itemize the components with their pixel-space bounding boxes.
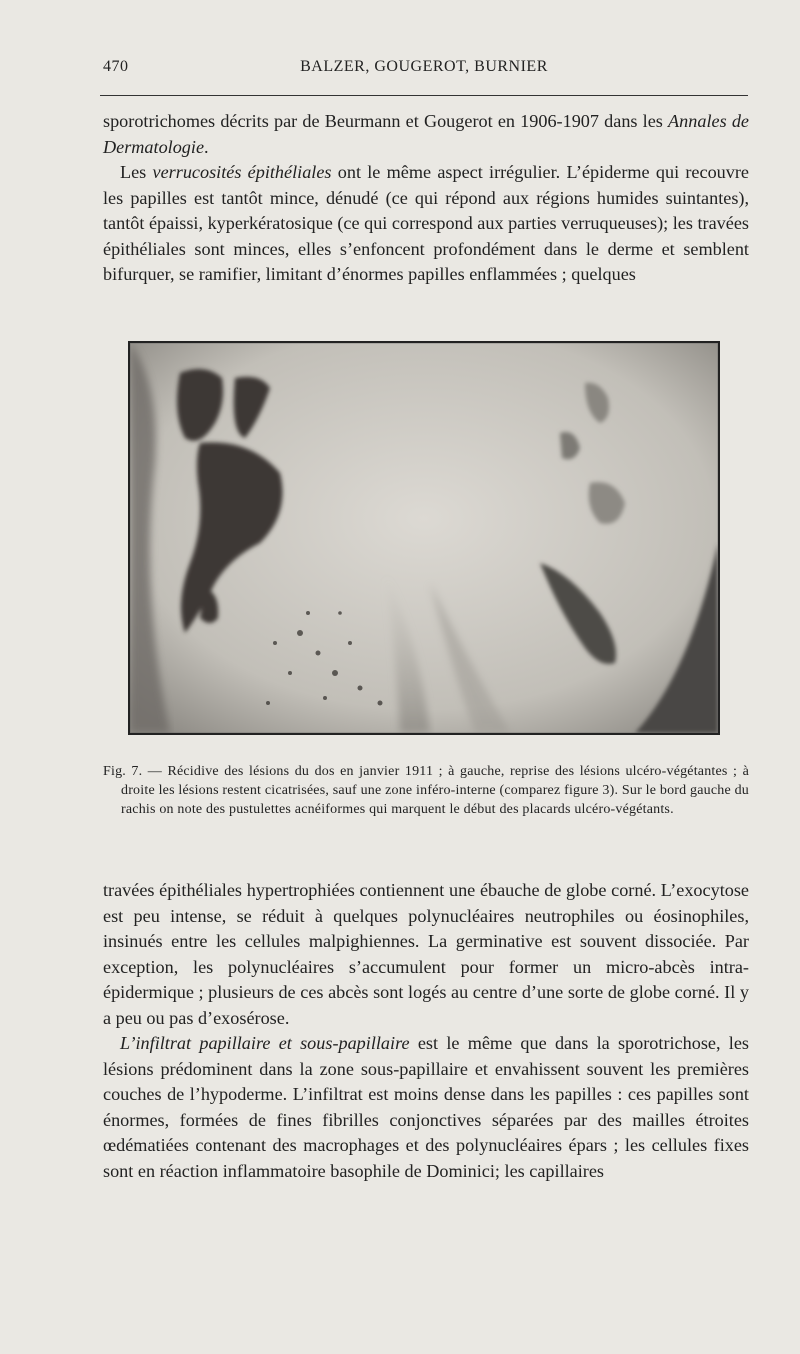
running-title: BALZER, GOUGEROT, BURNIER — [300, 58, 548, 75]
bottom-text-block — [103, 878, 749, 1184]
text-run: Les — [120, 162, 153, 182]
figure-photograph — [128, 341, 720, 735]
section-term: verrucosités épithéliales — [152, 162, 332, 182]
paragraph-travees: travées épithéliales hypertrophiées contiennent une ébauche de globe corné. L’exocytose est peu intense, se réduit à quelques polynucléaires neutrophiles ou éosinophiles, insinués entre les cellules malpighiennes. La germinative est souvent dissociée. Par exception, les polynucléaires s’accumulent pour former un micro-abcès intra-épidermique ; plusieurs de ces abcès sont logés au centre d’une sorte de globe corné. Il y a peu ou pas d’exosérose. — [103, 880, 749, 1028]
back-lesions-photo — [130, 343, 718, 733]
section-term: L’infiltrat papillaire et sous-papillaire — [120, 1033, 410, 1053]
page-header — [100, 58, 748, 82]
journal-title: Annales de Dermatologie — [103, 111, 749, 157]
text-run: ont le même aspect irrégulier. L’épiderme qui recouvre les papilles est tantôt mince, dénudé (ce qui répond aux régions humides suintantes), tantôt épaissi, kyperkératosique (ce qui correspond aux parties verruqueuses); les travées épithéliales sont minces, elles s’enfoncent profondément dans le derme et semblent bifurquer, se ramifier, limitant d’énormes papilles enflammées ; quelques — [103, 162, 749, 284]
page-number: 470 — [103, 58, 129, 75]
text-run: . — [204, 136, 209, 157]
paragraph-infiltrat — [103, 1031, 749, 1184]
top-text-block — [103, 109, 749, 288]
figure-caption — [103, 762, 749, 819]
header-rule — [100, 95, 748, 96]
text-run: sporotrichomes décrits par de Beurmann et Gougerot en 1906-1907 dans les — [103, 111, 669, 131]
paragraph-continued — [103, 109, 749, 160]
paragraph-verrucosites — [103, 160, 749, 288]
caption-text: Fig. 7. — Récidive des lésions du dos en janvier 1911 ; à gauche, reprise des lésions ulcéro-végétantes ; à droite les lésions restent cicatrisées, sauf une zone inféro-interne (comparez figure 3). Sur le bord gauche du rachis on note des pustulettes acnéiformes qui marquent le début des placards ulcéro-végétants. — [103, 764, 749, 817]
text-run: est le même que dans la sporotrichose, les lésions prédominent dans la zone sous-papillaire et envahissent souvent les premières couches de l’hypoderme. L’infiltrat est moins dense dans les papilles : ces papilles sont énormes, formées de fines fibrilles conjonctives séparées par des mailles étroites œdématiées contenant des macrophages et des polynucléaires épars ; les cellules fixes sont en réaction inflammatoire basophile de Dominici; les capillaires — [103, 1033, 749, 1181]
